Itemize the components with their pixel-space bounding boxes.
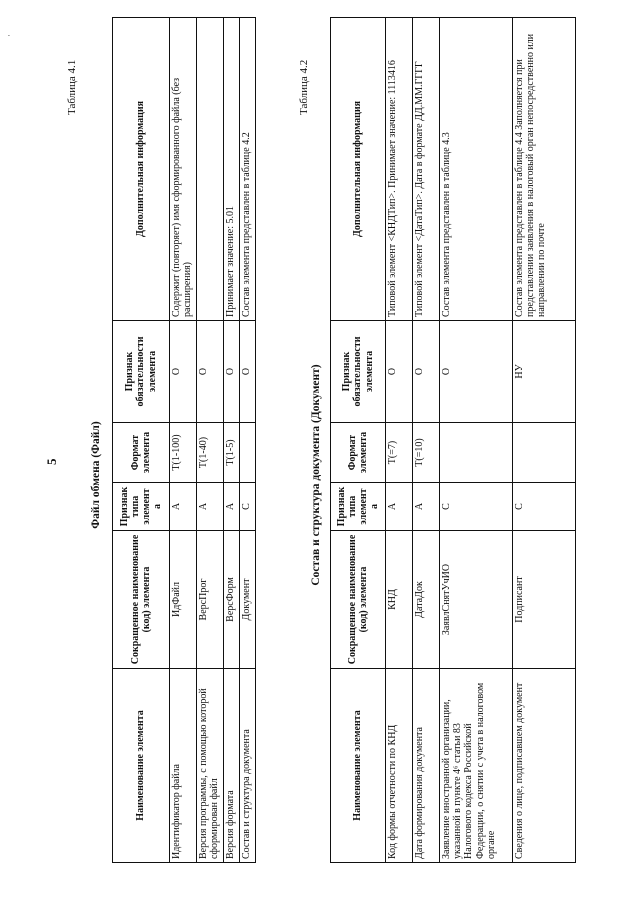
table-cell: О bbox=[440, 321, 513, 423]
table-cell: С bbox=[240, 483, 256, 531]
table-cell: Код формы отчетности по КНД bbox=[386, 669, 413, 863]
table-cell: ВерсФорм bbox=[224, 531, 240, 669]
table-cell: Идентификатор файла bbox=[170, 669, 197, 863]
table-header-row bbox=[331, 18, 386, 863]
table-cell: Состав и структура документа bbox=[240, 669, 256, 863]
table-row bbox=[240, 18, 256, 863]
table-cell: Сведения о лице, подписавшем документ bbox=[513, 669, 576, 863]
table-cell: Т(=10) bbox=[413, 423, 440, 483]
column-header: Наименование элемента bbox=[113, 669, 170, 863]
table-row bbox=[170, 18, 197, 863]
table-4-2-caption: Состав и структура документа (Документ) bbox=[310, 364, 322, 586]
table-cell: ЗаявлСнятУчИО bbox=[440, 531, 513, 669]
table-cell: Т(1-5) bbox=[224, 423, 240, 483]
table-cell: О bbox=[413, 321, 440, 423]
scan-mark: · bbox=[4, 34, 14, 37]
column-header: Дополнительная информация bbox=[113, 18, 170, 321]
table-cell: С bbox=[513, 483, 576, 531]
table-cell: Т(=7) bbox=[386, 423, 413, 483]
table-cell: Заявление иностранной организации, указанной в пункте 4⁶ статьи 83 Налогового кодекса Российской Федерации, о снятии с учета в налоговом органе bbox=[440, 669, 513, 863]
page-number: 5 bbox=[44, 458, 59, 465]
table-row bbox=[440, 18, 513, 863]
table-cell: ВерсПрог bbox=[197, 531, 224, 669]
table-4-1 bbox=[112, 17, 256, 863]
table-cell: Содержит (повторяет) имя сформированного файла (без расширения) bbox=[170, 18, 197, 321]
column-header: Наименование элемента bbox=[331, 669, 386, 863]
column-header: Признак типа элемента bbox=[113, 483, 170, 531]
table-4-2 bbox=[330, 17, 576, 863]
table-cell bbox=[197, 18, 224, 321]
column-header: Сокращенное наименование (код) элемента bbox=[113, 531, 170, 669]
table-cell bbox=[240, 423, 256, 483]
table-cell: А bbox=[386, 483, 413, 531]
table-cell: О bbox=[170, 321, 197, 423]
table-cell: НУ bbox=[513, 321, 576, 423]
table-cell: Состав элемента представлен в таблице 4.3 bbox=[440, 18, 513, 321]
column-header: Дополнительная информация bbox=[331, 18, 386, 321]
table-cell: Версия формата bbox=[224, 669, 240, 863]
table-cell: О bbox=[224, 321, 240, 423]
table-cell: Типовой элемент <ДатаТип>. Дата в формате ДД.ММ.ГГГГ bbox=[413, 18, 440, 321]
table-cell bbox=[440, 423, 513, 483]
table-row bbox=[386, 18, 413, 863]
table-cell: ИдФайл bbox=[170, 531, 197, 669]
table-cell: О bbox=[386, 321, 413, 423]
table-cell: ДатаДок bbox=[413, 531, 440, 669]
table-cell: Состав элемента представлен в таблице 4.2 bbox=[240, 18, 256, 321]
column-header: Признак типа элемента bbox=[331, 483, 386, 531]
table-cell: Версия программы, с помощью которой сформирован файл bbox=[197, 669, 224, 863]
table-row bbox=[197, 18, 224, 863]
table-cell: КНД bbox=[386, 531, 413, 669]
table-cell: Типовой элемент <КНДТип>. Принимает значение: 1113416 bbox=[386, 18, 413, 321]
table-cell: О bbox=[240, 321, 256, 423]
table-cell: Подписант bbox=[513, 531, 576, 669]
table-row bbox=[513, 18, 576, 863]
column-header: Сокращенное наименование (код) элемента bbox=[331, 531, 386, 669]
table-4-2-label: Таблица 4.2 bbox=[298, 59, 310, 115]
table-row bbox=[413, 18, 440, 863]
column-header: Формат элемента bbox=[331, 423, 386, 483]
table-cell: А bbox=[413, 483, 440, 531]
table-header-row bbox=[113, 18, 170, 863]
table-cell: О bbox=[197, 321, 224, 423]
column-header: Признак обязательности элемента bbox=[331, 321, 386, 423]
table-cell: Документ bbox=[240, 531, 256, 669]
table-cell: А bbox=[197, 483, 224, 531]
table-cell: Т(1-40) bbox=[197, 423, 224, 483]
table-cell: Состав элемента представлен в таблице 4.4 Заполняется при представлении заявления в налоговый орган непосредственно или направлении по почте bbox=[513, 18, 576, 321]
column-header: Формат элемента bbox=[113, 423, 170, 483]
table-cell: А bbox=[170, 483, 197, 531]
table-row bbox=[224, 18, 240, 863]
table-cell: Т(1-100) bbox=[170, 423, 197, 483]
table-4-1-caption: Файл обмена (Файл) bbox=[90, 421, 102, 529]
table-cell: С bbox=[440, 483, 513, 531]
table-cell: Дата формирования документа bbox=[413, 669, 440, 863]
table-cell: Принимает значение: 5.01 bbox=[224, 18, 240, 321]
column-header: Признак обязательности элемента bbox=[113, 321, 170, 423]
table-cell: А bbox=[224, 483, 240, 531]
table-4-1-label: Таблица 4.1 bbox=[66, 59, 78, 115]
table-cell bbox=[513, 423, 576, 483]
